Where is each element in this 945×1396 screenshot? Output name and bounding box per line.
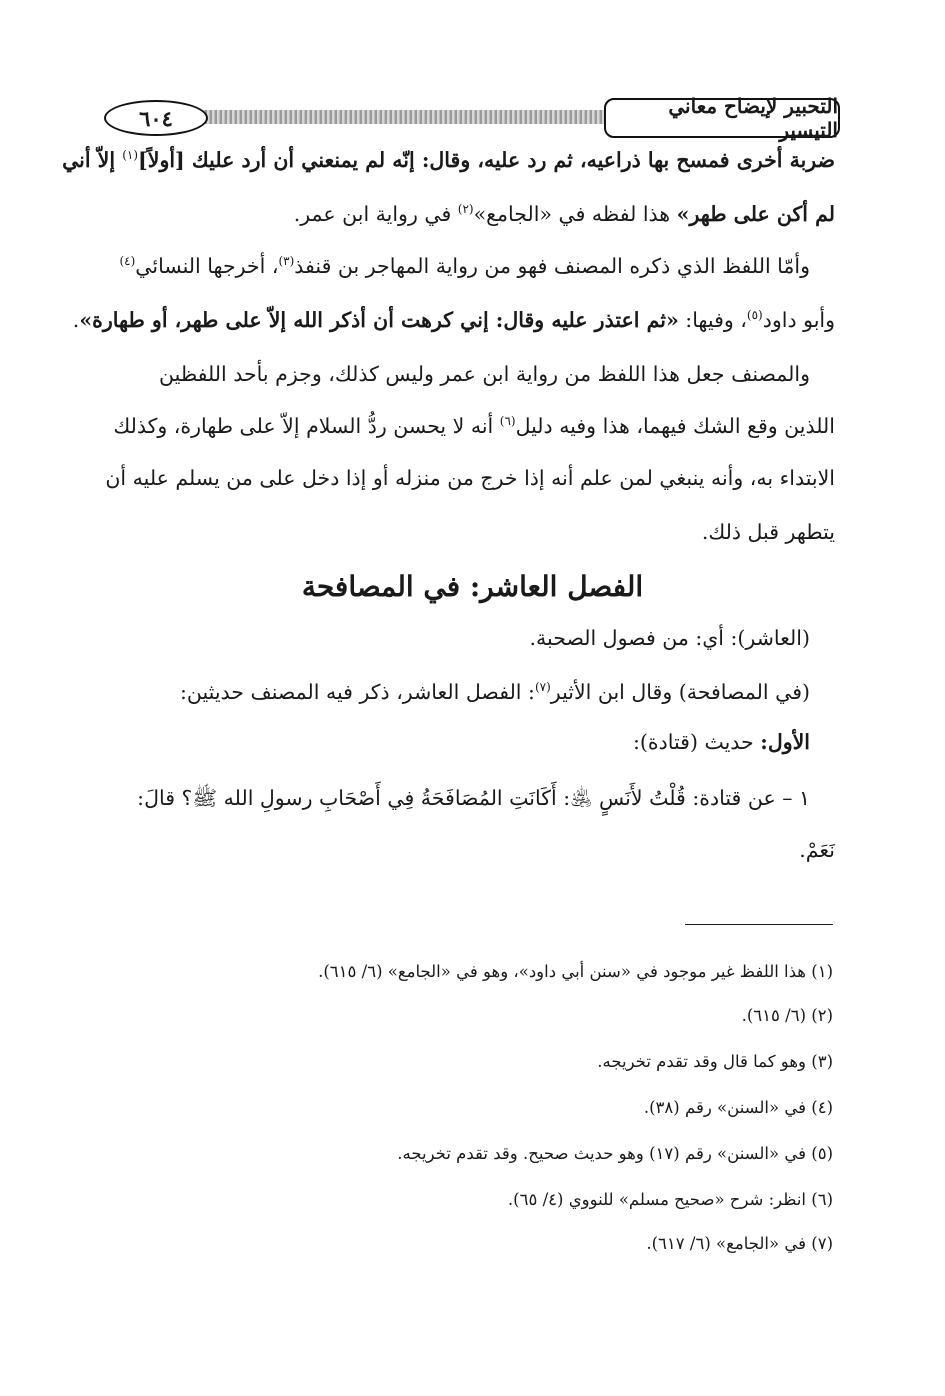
- text: .: [72, 308, 80, 332]
- paragraph-line: (العاشر): أي: من فصول الصحبة.: [529, 626, 810, 650]
- text: : الفصل العاشر، ذكر فيه المصنف حديثين:: [179, 680, 535, 704]
- paragraph-line: [62, 148, 835, 172]
- footnote-ref: (٣): [278, 254, 295, 269]
- hadith-text: إلاّ أني: [62, 148, 123, 172]
- paragraph-line: [107, 254, 810, 278]
- chapter-title: الفصل العاشر: في المصافحة: [301, 570, 644, 603]
- paragraph-line: [107, 414, 835, 438]
- text: أنه لا يحسن ردُّ السلام إلاّ على طهارة، وكذلك: [113, 414, 500, 438]
- footnote-ref: (٧): [534, 680, 551, 695]
- heading-label: الأول:: [760, 730, 810, 754]
- page-number: ٦٠٤: [104, 100, 208, 136]
- text: وأبو داود: [762, 308, 835, 332]
- paragraph-line: نَعَمْ.: [799, 838, 835, 862]
- footnote-ref: (٤): [119, 254, 136, 269]
- footnote-ref: (١): [122, 148, 139, 163]
- paragraph-line: [72, 308, 835, 332]
- footnote-separator: [685, 924, 833, 925]
- text: في رواية ابن عمر.: [293, 202, 458, 226]
- footnote: (٥) في «السنن» رقم (١٧) وهو حديث صحيح. وقد تقدم تخريجه.: [397, 1144, 833, 1163]
- paragraph-line: يتطهر قبل ذلك.: [701, 520, 835, 544]
- paragraph-line: الابتداء به، وأنه ينبغي لمن علم أنه إذا خرج من منزله أو إذا دخل على من يسلم عليه أن: [105, 466, 835, 490]
- footnote: (٦) انظر: شرح «صحيح مسلم» للنووي (٤/ ٦٥).: [507, 1190, 833, 1209]
- text: ، أخرجها النسائي: [135, 254, 279, 278]
- text: وأمّا اللفظ الذي ذكره المصنف فهو من رواية المهاجر بن قنفذ: [294, 254, 810, 278]
- footnote-ref: (٥): [746, 308, 763, 323]
- footnote-ref: (٢): [457, 202, 474, 217]
- text: هذا لفظه في «الجامع»: [473, 202, 677, 226]
- footnote: (٧) في «الجامع» (٦/ ٦١٧).: [646, 1234, 833, 1253]
- paragraph-line: [107, 202, 835, 226]
- hadith-text: «ثم اعتذر عليه وقال: إني كرهت أن أذكر الله إلاّ على طهر، أو طهارة»: [79, 308, 679, 332]
- text: اللذين وقع الشك فيهما، هذا وفيه دليل: [515, 414, 835, 438]
- paragraph-line: [107, 680, 810, 704]
- footnote: (١) هذا اللفظ غير موجود في «سنن أبي داود»، وهو في «الجامع» (٦/ ٦١٥).: [318, 962, 833, 981]
- page-header: [100, 94, 840, 140]
- footnote: (٤) في «السنن» رقم (٣٨).: [643, 1098, 833, 1117]
- hadith-text: ضربة أخرى فمسح بها ذراعيه، ثم رد عليه، وقال: إنّه لم يمنعني أن أرد عليك [أولاً]: [138, 148, 835, 172]
- paragraph-line: ١ – عن قتادة: قُلْتُ لأَنَسٍ ﵁: أَكَانَتِ المُصَافَحَةُ فِي أَصْحَابِ رسولِ الله ﷺ؟ قالَ:: [137, 786, 810, 810]
- footnote: (٣) وهو كما قال وقد تقدم تخريجه.: [597, 1052, 833, 1071]
- footnote-ref: (٦): [499, 414, 516, 429]
- hadith-text: لم أكن على طهر»: [676, 202, 835, 226]
- text: (في المصافحة) وقال ابن الأثير: [550, 680, 810, 704]
- paragraph-line: [107, 730, 810, 754]
- text: ، وفيها:: [678, 308, 747, 332]
- book-title: التحبير لإيضاح معاني التيسير: [604, 98, 840, 138]
- paragraph-line: والمصنف جعل هذا اللفظ من رواية ابن عمر وليس كذلك، وجزم بأحد اللفظين: [159, 362, 810, 386]
- text: حديث (قتادة):: [632, 730, 761, 754]
- footnote: (٢) (٦/ ٦١٥).: [741, 1006, 833, 1025]
